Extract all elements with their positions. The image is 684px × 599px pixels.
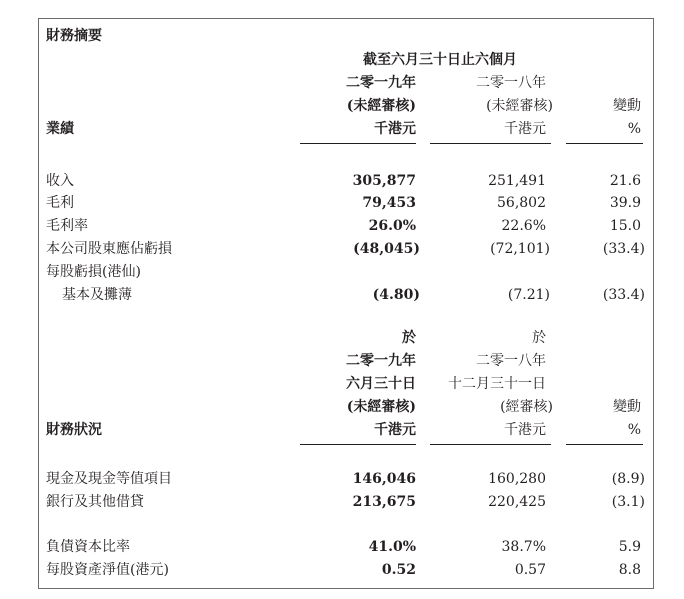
row-label: 毛利 — [46, 195, 74, 211]
pos-col-b-audit: (經審核) — [500, 399, 553, 415]
col-b-unit: 千港元 — [504, 121, 546, 137]
row-label: 負債資本比率 — [46, 539, 130, 555]
col-a-unit: 千港元 — [374, 121, 416, 137]
row-value-c: (33.4) — [602, 241, 645, 257]
row-value-a: (4.80) — [372, 287, 420, 303]
header-rule-a — [300, 143, 416, 144]
pos-col-a-audit: (未經審核) — [346, 399, 416, 415]
row-value-c: 39.9 — [609, 195, 641, 211]
pos-col-b-date: 十二月三十一日 — [448, 376, 546, 392]
row-value-b: 38.7% — [501, 539, 546, 555]
pos-header-rule-c — [566, 444, 643, 445]
pos-header-rule-b — [430, 444, 551, 445]
pos-col-c-unit: % — [627, 422, 641, 438]
row-value-c: 8.8 — [618, 562, 641, 578]
row-value-b: 22.6% — [501, 218, 546, 234]
pos-col-c-change: 變動 — [613, 399, 641, 415]
row-value-b: 0.57 — [514, 562, 546, 578]
row-value-b: 251,491 — [488, 173, 546, 189]
row-value-c: 21.6 — [609, 173, 641, 189]
row-value-c: 15.0 — [609, 218, 641, 234]
row-value-a: 26.0% — [368, 218, 416, 234]
header-rule-b — [430, 143, 551, 144]
row-label: 每股虧損(港仙) — [46, 264, 141, 280]
document-title: 財務摘要 — [46, 28, 102, 44]
results-section-label: 業績 — [46, 121, 74, 137]
row-value-c: 5.9 — [618, 539, 641, 555]
header-rule-c — [566, 143, 643, 144]
row-label: 銀行及其他借貸 — [46, 494, 144, 510]
row-value-a: 213,675 — [352, 494, 416, 510]
col-b-audit: (未經審核) — [486, 98, 553, 114]
row-value-b: (72,101) — [490, 241, 550, 257]
row-label: 每股資產淨值(港元) — [46, 562, 169, 578]
row-value-b: 56,802 — [497, 195, 546, 211]
row-value-c: (3.1) — [611, 494, 645, 510]
col-c-unit: % — [627, 121, 641, 137]
row-value-c: (33.4) — [602, 287, 645, 303]
pos-col-b-year: 二零一八年 — [476, 353, 546, 369]
col-c-change: 變動 — [613, 98, 641, 114]
period-header: 截至六月三十日止六個月 — [363, 52, 517, 68]
row-label: 基本及攤薄 — [62, 287, 132, 303]
pos-col-b-unit: 千港元 — [504, 422, 546, 438]
row-value-a: 79,453 — [362, 195, 416, 211]
row-value-b: 220,425 — [488, 494, 546, 510]
pos-col-a-at: 於 — [402, 330, 416, 346]
row-value-b: (7.21) — [507, 287, 550, 303]
row-label: 收入 — [46, 173, 74, 189]
row-label: 毛利率 — [46, 218, 88, 234]
pos-header-rule-a — [300, 444, 416, 445]
position-section-label: 財務狀況 — [46, 422, 102, 438]
row-label: 本公司股東應佔虧損 — [46, 241, 172, 257]
row-label: 現金及現金等值項目 — [46, 471, 172, 487]
row-value-a: 0.52 — [381, 562, 416, 578]
row-value-a: (48,045) — [353, 241, 420, 257]
row-value-a: 41.0% — [368, 539, 416, 555]
row-value-a: 305,877 — [352, 173, 416, 189]
row-value-b: 160,280 — [488, 471, 546, 487]
pos-col-a-unit: 千港元 — [374, 422, 416, 438]
row-value-c: (8.9) — [611, 471, 645, 487]
col-b-year: 二零一八年 — [476, 75, 546, 91]
row-value-a: 146,046 — [352, 471, 416, 487]
pos-col-a-year: 二零一九年 — [346, 353, 416, 369]
col-a-audit: (未經審核) — [346, 98, 416, 114]
pos-col-a-date: 六月三十日 — [346, 376, 416, 392]
col-a-year: 二零一九年 — [346, 75, 416, 91]
pos-col-b-at: 於 — [532, 330, 546, 346]
